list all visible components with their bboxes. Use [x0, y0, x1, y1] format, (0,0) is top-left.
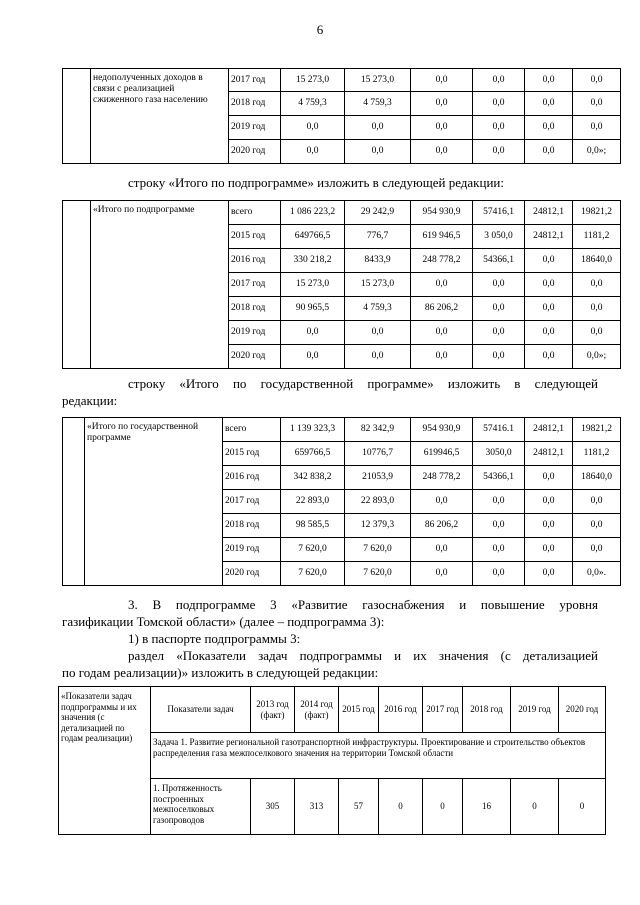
value-cell: 1181,2: [573, 442, 621, 466]
value-cell: 18640,0: [573, 249, 621, 273]
value-cell: 54366,1: [473, 466, 525, 490]
paragraph-subprogram-total: строку «Итого по подпрограмме» изложить в следующей редакции:: [128, 175, 504, 190]
value-cell: 0,0: [411, 538, 473, 562]
value-cell: 0,0: [411, 92, 473, 116]
value-cell: 0,0: [525, 321, 573, 345]
value-cell: 0,0: [473, 92, 525, 116]
indicator-value: 305: [251, 779, 295, 835]
value-cell: 24812,1: [525, 442, 573, 466]
value-cell: 619 946,5: [411, 225, 473, 249]
value-cell: 0,0»;: [573, 140, 621, 164]
value-cell: 619946,5: [411, 442, 473, 466]
value-cell: 15 273,0: [345, 69, 411, 92]
value-cell: 0,0: [411, 562, 473, 586]
year-cell: 2018 год: [229, 92, 281, 116]
header-year: 2020 год: [559, 687, 606, 733]
value-cell: 0,0: [281, 116, 345, 140]
program-total-table: [62, 417, 621, 586]
value-cell: 248 778,2: [411, 466, 473, 490]
indicator-value: 0: [423, 779, 463, 835]
value-cell: 0,0: [411, 69, 473, 92]
value-cell: 0,0: [473, 69, 525, 92]
value-cell: 7 620,0: [281, 562, 345, 586]
value-cell: 342 838,2: [281, 466, 345, 490]
value-cell: 0,0».: [573, 562, 621, 586]
value-cell: 0,0: [525, 69, 573, 92]
value-cell: 954 930,9: [411, 418, 473, 442]
value-cell: 90 965,5: [281, 297, 345, 321]
value-cell: 0,0: [573, 321, 621, 345]
year-cell: 2018 год: [229, 297, 281, 321]
empty-cell: [63, 69, 91, 164]
value-cell: 0,0: [525, 297, 573, 321]
value-cell: 98 585,5: [281, 514, 345, 538]
indicator-value: 0: [559, 779, 606, 835]
value-cell: 0,0: [345, 116, 411, 140]
value-cell: 0,0: [573, 297, 621, 321]
value-cell: 24812,1: [525, 225, 573, 249]
value-cell: 19821,2: [573, 201, 621, 225]
value-cell: 12 379,3: [345, 514, 411, 538]
header-indicators: Показатели задач: [151, 687, 251, 733]
year-cell: 2015 год: [223, 442, 281, 466]
value-cell: 15 273,0: [345, 273, 411, 297]
paragraph-section-line2: по годам реализации)» изложить в следующей редакции:: [62, 665, 379, 680]
value-cell: 24812,1: [525, 418, 573, 442]
value-cell: 0,0: [525, 116, 573, 140]
value-cell: 0,0: [525, 490, 573, 514]
value-cell: 54366,1: [473, 249, 525, 273]
value-cell: 0,0: [573, 490, 621, 514]
year-cell: 2020 год: [229, 345, 281, 369]
year-cell: всего: [223, 418, 281, 442]
value-cell: 0,0: [281, 321, 345, 345]
value-cell: 0,0: [573, 538, 621, 562]
value-cell: 15 273,0: [281, 69, 345, 92]
header-year: 2019 год: [511, 687, 559, 733]
value-cell: 0,0: [473, 490, 525, 514]
value-cell: 0,0: [345, 321, 411, 345]
value-cell: 7 620,0: [281, 538, 345, 562]
header-year: 2015 год: [339, 687, 379, 733]
subprogram-total-table: [62, 200, 621, 369]
header-year: 2018 год: [463, 687, 511, 733]
value-cell: 22 893,0: [281, 490, 345, 514]
value-cell: 0,0: [573, 69, 621, 92]
year-cell: 2019 год: [229, 321, 281, 345]
value-cell: 0,0: [345, 140, 411, 164]
value-cell: 21053,9: [345, 466, 411, 490]
value-cell: 3050,0: [473, 442, 525, 466]
year-cell: 2020 год: [229, 140, 281, 164]
value-cell: 0,0: [473, 538, 525, 562]
value-cell: 82 342,9: [345, 418, 411, 442]
value-cell: 954 930,9: [411, 201, 473, 225]
value-cell: 0,0: [573, 514, 621, 538]
value-cell: 0,0: [473, 116, 525, 140]
indicator-value: 313: [295, 779, 339, 835]
indicators-table: [58, 686, 606, 835]
empty-cell: [63, 201, 91, 369]
value-cell: 0,0: [525, 514, 573, 538]
value-cell: 1 139 323,3: [281, 418, 345, 442]
value-cell: 0,0: [411, 490, 473, 514]
value-cell: 0,0: [411, 273, 473, 297]
value-cell: 4 759,3: [281, 92, 345, 116]
value-cell: 1 086 223,2: [281, 201, 345, 225]
empty-cell: [63, 418, 85, 586]
year-cell: 2017 год: [223, 490, 281, 514]
value-cell: 24812,1: [525, 201, 573, 225]
paragraph-subprogram3-line2: газификации Томской области» (далее – подпрограмма 3):: [62, 614, 385, 629]
header-year: 2016 год: [379, 687, 423, 733]
value-cell: 7 620,0: [345, 538, 411, 562]
value-cell: 0,0: [473, 345, 525, 369]
value-cell: 0,0: [473, 321, 525, 345]
year-cell: 2019 год: [223, 538, 281, 562]
value-cell: 0,0: [525, 562, 573, 586]
value-cell: 0,0: [573, 273, 621, 297]
row-label: недополученных доходов в связи с реализацией сжиженного газа населению: [91, 69, 229, 164]
value-cell: 0,0: [345, 345, 411, 369]
value-cell: 57416.1: [473, 418, 525, 442]
value-cell: 18640,0: [573, 466, 621, 490]
value-cell: 0,0: [281, 140, 345, 164]
value-cell: 4 759,3: [345, 92, 411, 116]
value-cell: 57416,1: [473, 201, 525, 225]
value-cell: 86 206,2: [411, 297, 473, 321]
value-cell: 0,0: [525, 466, 573, 490]
year-cell: 2017 год: [229, 69, 281, 92]
value-cell: 0,0: [573, 116, 621, 140]
value-cell: 0,0»;: [573, 345, 621, 369]
indicator-value: 57: [339, 779, 379, 835]
year-cell: 2017 год: [229, 273, 281, 297]
value-cell: 0,0: [525, 345, 573, 369]
row-label: «Показатели задач подпрограммы и их значения (с детализацией по годам реализации): [59, 687, 151, 835]
value-cell: 0,0: [411, 321, 473, 345]
indicator-value: 16: [463, 779, 511, 835]
value-cell: 0,0: [411, 116, 473, 140]
header-year: 2017 год: [423, 687, 463, 733]
indicator-value: 0: [511, 779, 559, 835]
task-row: Задача 1. Развитие региональной газотранспортной инфраструктуры. Проектирование и строительство объектов распределения газа межпоселкового значения на территории Томской области: [151, 733, 606, 779]
value-cell: 4 759,3: [345, 297, 411, 321]
value-cell: 0,0: [473, 562, 525, 586]
value-cell: 1181,2: [573, 225, 621, 249]
value-cell: 0,0: [411, 140, 473, 164]
value-cell: 659766,5: [281, 442, 345, 466]
value-cell: 649766,5: [281, 225, 345, 249]
row-label: «Итого по подпрограмме: [91, 201, 229, 369]
value-cell: 330 218,2: [281, 249, 345, 273]
value-cell: 0,0: [473, 273, 525, 297]
value-cell: 0,0: [473, 514, 525, 538]
paragraph-section-line1: раздел «Показатели задач подпрограммы и их значения (с детализацией: [128, 648, 598, 663]
value-cell: 0,0: [281, 345, 345, 369]
year-cell: 2018 год: [223, 514, 281, 538]
year-cell: 2019 год: [229, 116, 281, 140]
value-cell: 0,0: [525, 538, 573, 562]
value-cell: 10776,7: [345, 442, 411, 466]
value-cell: 86 206,2: [411, 514, 473, 538]
value-cell: 0,0: [473, 140, 525, 164]
value-cell: 776,7: [345, 225, 411, 249]
funding-table-gas-income: [62, 68, 621, 164]
value-cell: 0,0: [473, 297, 525, 321]
paragraph-program-total-line2: редакции:: [62, 393, 118, 408]
value-cell: 0,0: [525, 273, 573, 297]
value-cell: 0,0: [525, 92, 573, 116]
paragraph-subprogram3-line1: 3. В подпрограмме 3 «Развитие газоснабжения и повышение уровня: [128, 597, 598, 612]
year-cell: 2016 год: [223, 466, 281, 490]
value-cell: 0,0: [573, 92, 621, 116]
value-cell: 7 620,0: [345, 562, 411, 586]
value-cell: 0,0: [525, 140, 573, 164]
value-cell: 3 050,0: [473, 225, 525, 249]
value-cell: 0,0: [411, 345, 473, 369]
paragraph-program-total-line1: строку «Итого по государственной программе» изложить в следующей: [128, 376, 598, 391]
value-cell: 0,0: [525, 249, 573, 273]
row-label: «Итого по государственной программе: [85, 418, 223, 586]
value-cell: 248 778,2: [411, 249, 473, 273]
value-cell: 15 273,0: [281, 273, 345, 297]
year-cell: 2016 год: [229, 249, 281, 273]
indicator-value: 0: [379, 779, 423, 835]
year-cell: всего: [229, 201, 281, 225]
value-cell: 22 893,0: [345, 490, 411, 514]
value-cell: 19821,2: [573, 418, 621, 442]
year-cell: 2020 год: [223, 562, 281, 586]
page-number: 6: [316, 22, 324, 37]
header-year: 2013 год (факт): [251, 687, 295, 733]
indicator-name: 1. Протяженность построенных межпоселковых газопроводов: [151, 779, 251, 835]
value-cell: 8433,9: [345, 249, 411, 273]
year-cell: 2015 год: [229, 225, 281, 249]
paragraph-passport: 1) в паспорте подпрограммы 3:: [128, 631, 301, 646]
value-cell: 29 242,9: [345, 201, 411, 225]
header-year: 2014 год (факт): [295, 687, 339, 733]
